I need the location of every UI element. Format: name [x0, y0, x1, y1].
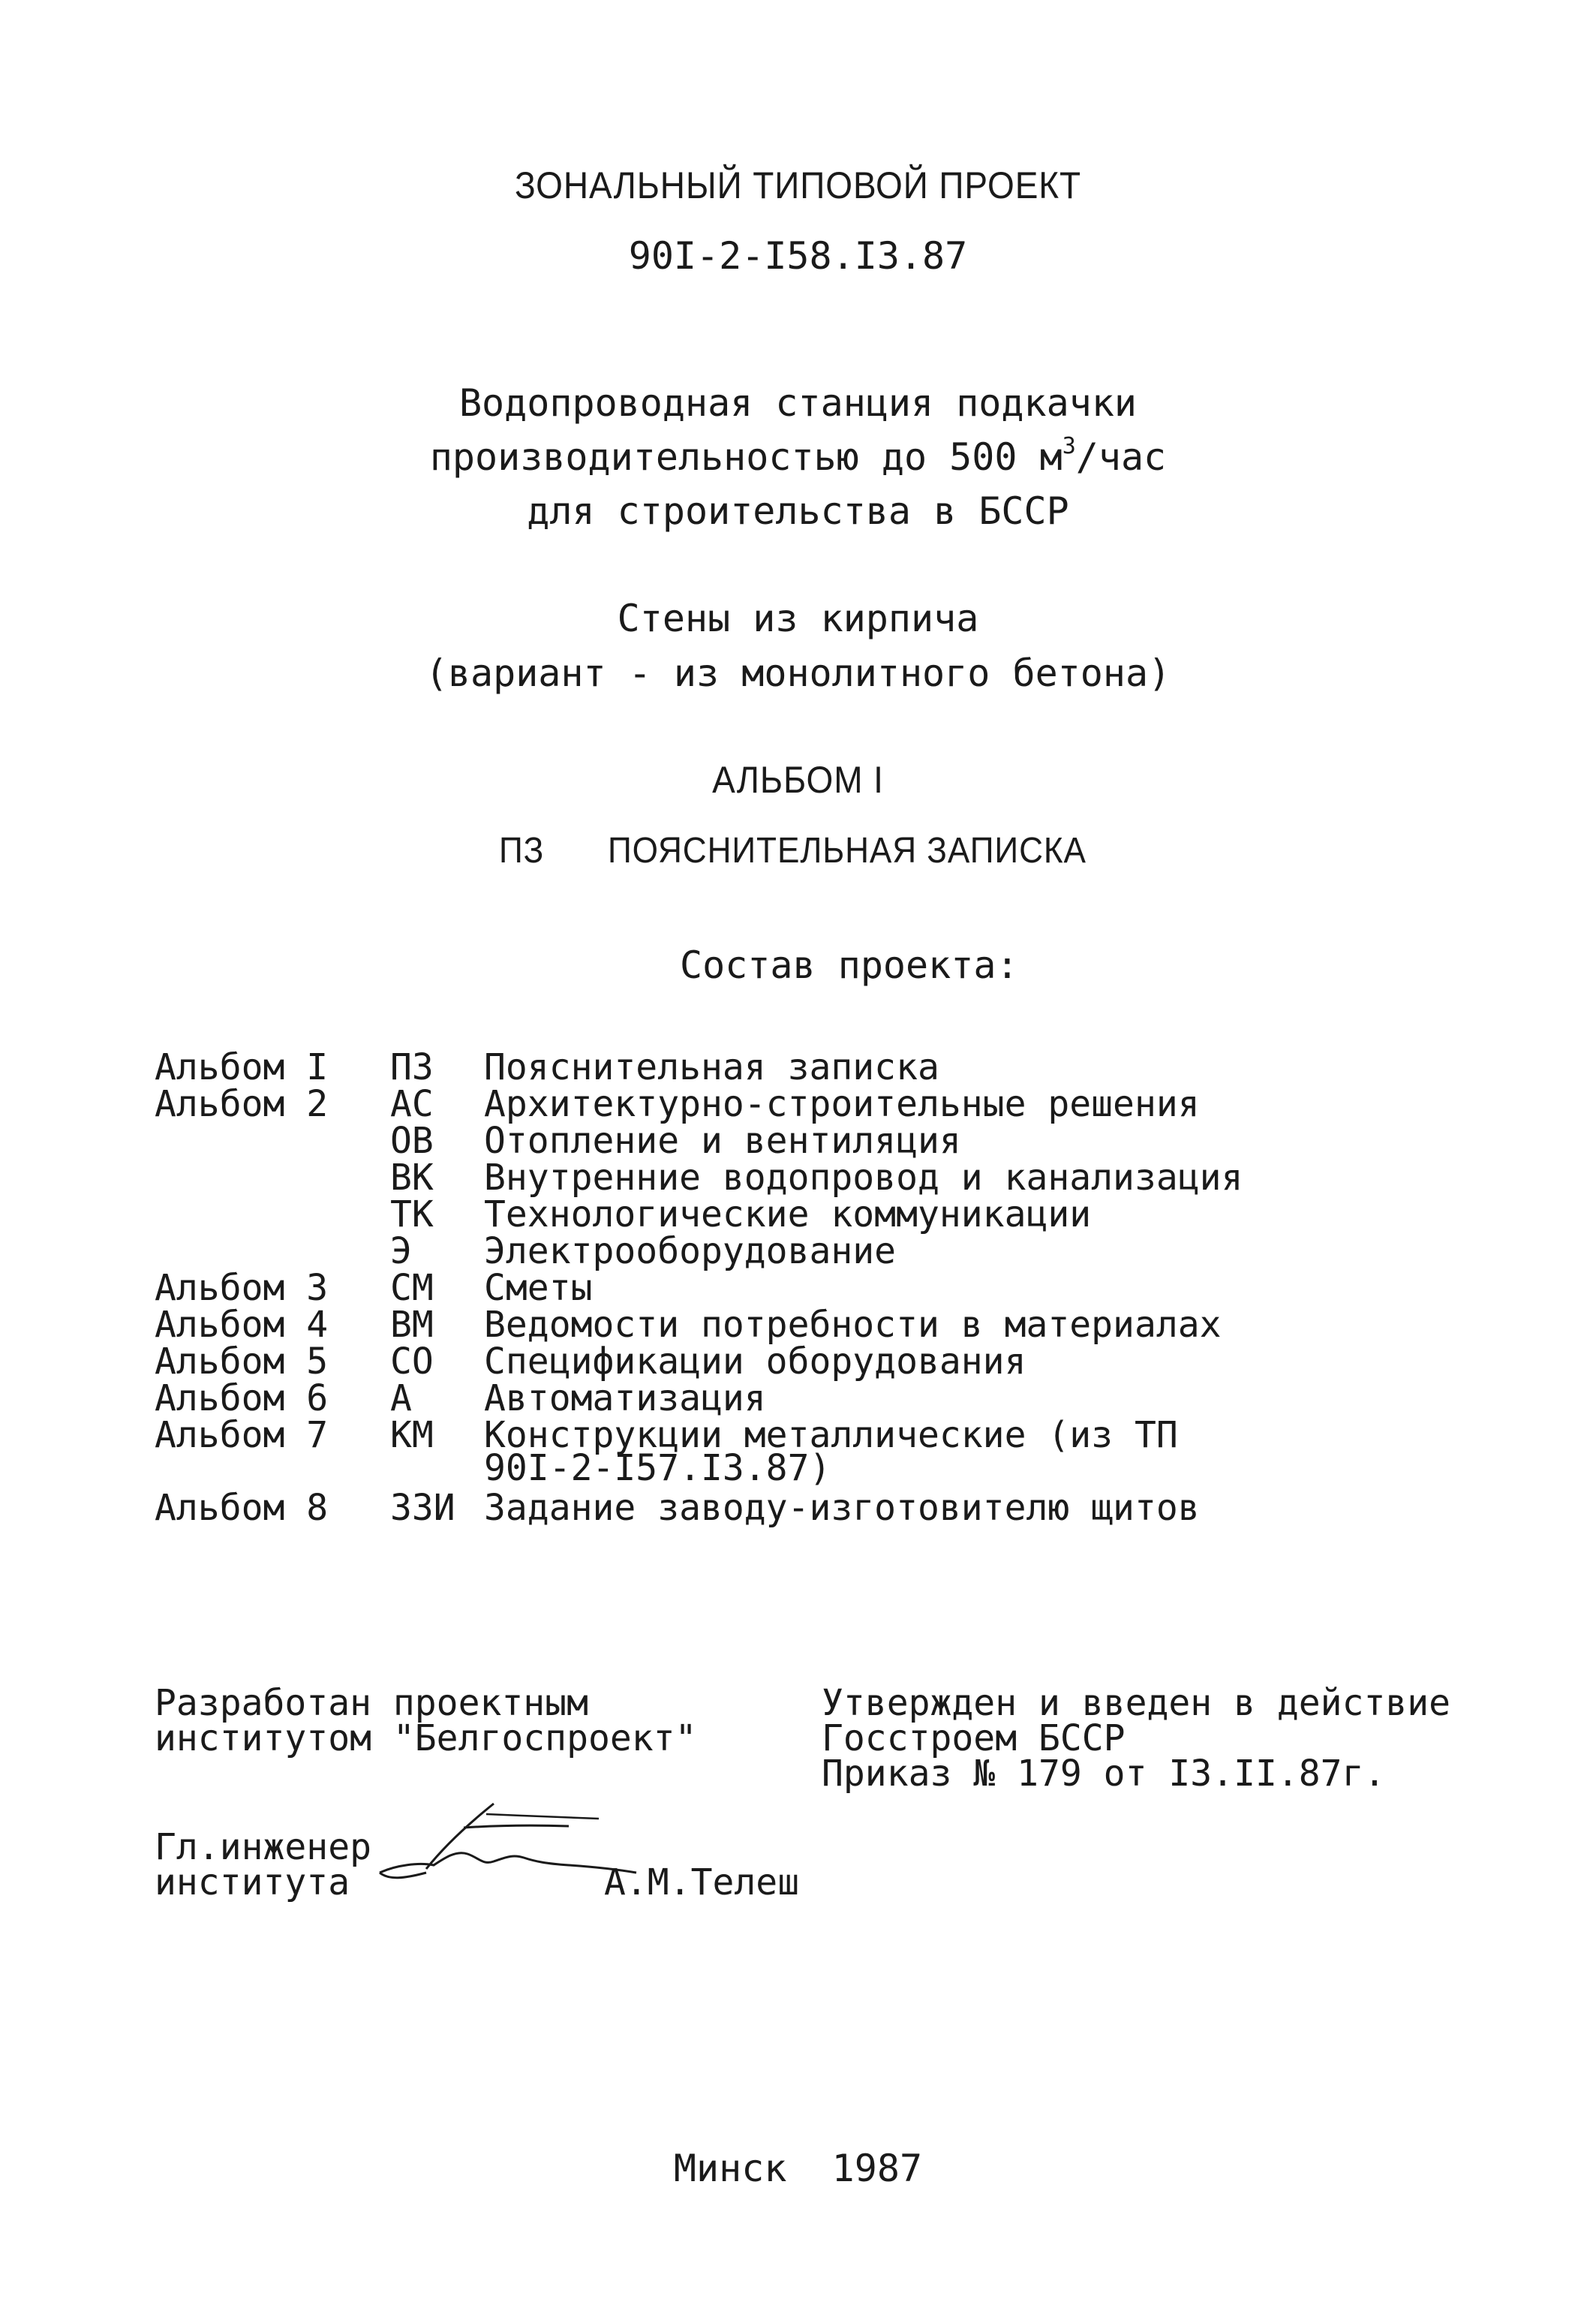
chief-engineer-line-2: института — [155, 1861, 350, 1903]
developer-line-2: институтом "Белгоспроект" — [155, 1717, 697, 1759]
description-line-2: производительностью до 500 $м^3$/час — [429, 433, 1167, 479]
row-album: Альбом 5 — [155, 1341, 329, 1383]
chief-engineer-name: А.М.Телеш — [604, 1861, 800, 1903]
row-album: Альбом 7 — [155, 1414, 329, 1456]
developer-line-1: Разработан проектным — [155, 1682, 588, 1724]
composition-row — [0, 1377, 1596, 1419]
row-album: Альбом 6 — [155, 1377, 329, 1419]
row-desc: 90I-2-I57.I3.87) — [484, 1447, 831, 1489]
composition-row — [0, 1230, 1596, 1272]
row-desc: Автоматизация — [484, 1377, 766, 1419]
row-code: СО — [390, 1341, 434, 1383]
row-code: АС — [390, 1083, 434, 1125]
project-number: 90I-2-I58.I3.87 — [628, 234, 968, 278]
approval-line-1: Утвержден и введен в действие — [822, 1682, 1451, 1724]
row-desc: Конструкции металлические (из ТП — [484, 1414, 1178, 1456]
row-code: А — [390, 1377, 412, 1419]
composition-row — [0, 1341, 1596, 1383]
composition-row — [0, 1447, 1596, 1489]
row-code: Э — [390, 1230, 412, 1272]
row-desc: Сметы — [484, 1267, 593, 1309]
row-desc: Пояснительная записка — [484, 1046, 939, 1088]
composition-row — [0, 1157, 1596, 1199]
approval-line-3: Приказ № 179 от I3.II.87г. — [822, 1753, 1386, 1795]
description-line-1: Водопроводная станция подкачки — [458, 381, 1138, 425]
row-code: ЗЗИ — [390, 1487, 455, 1529]
row-code: ОВ — [390, 1120, 434, 1162]
row-album: Альбом 4 — [155, 1304, 329, 1346]
composition-row — [0, 1267, 1596, 1309]
approval-line-2: Госстроем БССР — [822, 1717, 1126, 1759]
row-album: Альбом 8 — [155, 1487, 329, 1529]
row-code: КМ — [390, 1414, 434, 1456]
composition-row — [0, 1304, 1596, 1346]
row-desc: Электрооборудование — [484, 1230, 897, 1272]
row-desc: Технологические коммуникации — [484, 1193, 1092, 1235]
row-code: ВК — [390, 1157, 434, 1199]
composition-row — [0, 1193, 1596, 1235]
walls-line-2: (вариант - из монолитного бетона) — [425, 651, 1171, 695]
walls-line-1: Стены из кирпича — [617, 597, 979, 640]
row-desc: Архитектурно-строительные решения — [484, 1083, 1200, 1125]
footer-city-year: Минск 1987 — [673, 2147, 923, 2190]
composition-row — [0, 1046, 1596, 1088]
row-desc: Задание заводу-изготовителю щитов — [484, 1487, 1200, 1529]
row-code: ТК — [390, 1193, 434, 1235]
row-desc: Ведомости потребности в материалах — [484, 1304, 1222, 1346]
row-album: Альбом 2 — [155, 1083, 329, 1125]
row-album: Альбом 3 — [155, 1267, 329, 1309]
row-desc: Спецификации оборудования — [484, 1341, 1026, 1383]
row-desc: Внутренние водопровод и канализация — [484, 1157, 1243, 1199]
row-desc: Отопление и вентиляция — [484, 1120, 961, 1162]
row-code: ПЗ — [390, 1046, 434, 1088]
row-code: ВМ — [390, 1304, 434, 1346]
row-album: Альбом I — [155, 1046, 329, 1088]
album-title: АЛЬБОМ I — [712, 759, 884, 801]
signature-icon — [374, 1798, 659, 1888]
row-code: СМ — [390, 1267, 434, 1309]
composition-row — [0, 1083, 1596, 1125]
chief-engineer-line-1: Гл.инженер — [155, 1826, 371, 1868]
composition-heading: Состав проекта: — [680, 943, 1019, 987]
album-code: ПЗ — [499, 831, 545, 871]
composition-row — [0, 1120, 1596, 1162]
project-type-heading: ЗОНАЛЬНЫЙ ТИПОВОЙ ПРОЕКТ — [514, 164, 1082, 206]
composition-row — [0, 1487, 1596, 1529]
description-line-3: для строительства в БССР — [527, 489, 1069, 533]
album-name: ПОЯСНИТЕЛЬНАЯ ЗАПИСКА — [608, 831, 1087, 871]
